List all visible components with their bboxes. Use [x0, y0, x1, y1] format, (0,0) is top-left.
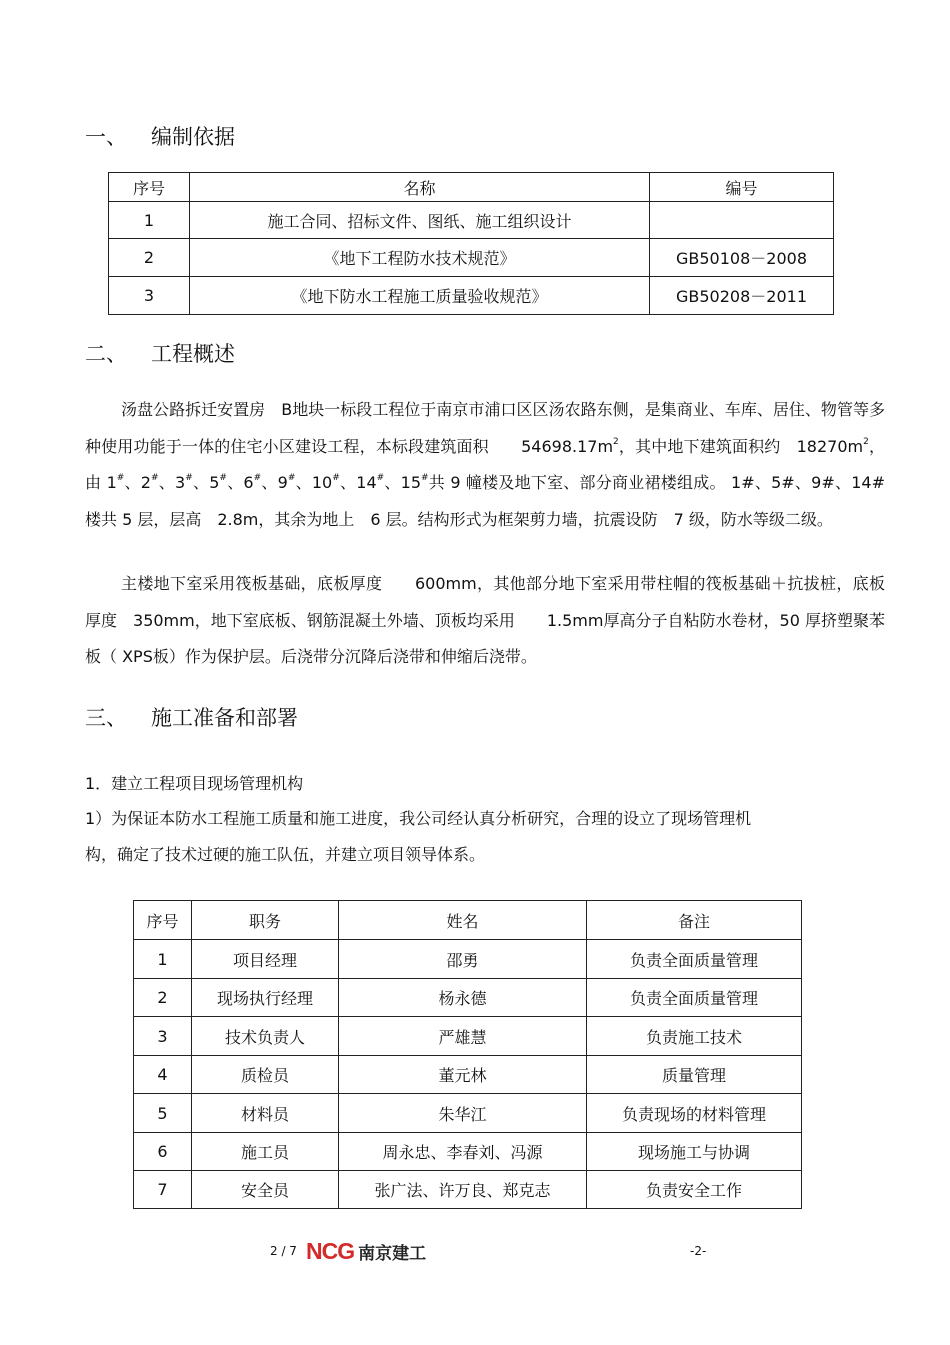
- section-number: 三、: [85, 706, 127, 730]
- company-logo: [306, 1238, 426, 1265]
- table-cell: 负责现场的材料管理: [587, 1094, 802, 1133]
- table-cell: 《地下工程防水技术规范》: [190, 239, 650, 277]
- table-cell: 《地下防水工程施工质量验收规范》: [190, 277, 650, 315]
- table-row: [134, 1171, 802, 1209]
- table-header: 序号: [134, 901, 192, 940]
- table-cell: 4: [134, 1056, 192, 1094]
- table-cell: 现场施工与协调: [587, 1133, 802, 1171]
- table-cell: 张广法、许万良、郑克志: [339, 1171, 587, 1209]
- table-cell: [650, 202, 834, 239]
- table-cell: 3: [134, 1017, 192, 1056]
- table-header: 编号: [650, 173, 834, 202]
- table-cell: 6: [134, 1133, 192, 1171]
- table-cell: 负责全面质量管理: [587, 979, 802, 1017]
- overview-paragraph-1: 汤盘公路拆迁安置房 B地块一标段工程位于南京市浦口区区汤农路东侧，是集商业、车库、居住、物管等多种使用功能于一体的住宅小区建设工程，本标段建筑面积 $54698.17m^2$，其中地下建筑面积约 $18270m^2$，由 1#、2#、3#、5#、6#、9#、10#、14#、15#共 9 幢楼及地下室、部分商业裙楼组成。 1#、5#、9#、14#楼共 5 层，层高 2.8m，其余为地上 6 层。结构形式为框架剪力墙，抗震设防 7 级，防水等级二级。: [85, 400, 885, 529]
- table-header: 序号: [109, 173, 190, 202]
- table-header: 职务: [192, 901, 339, 940]
- section-title: 编制依据: [151, 125, 235, 149]
- section-number: 二、: [85, 342, 127, 366]
- table-cell: 1: [109, 202, 190, 239]
- table-row: [134, 1017, 802, 1056]
- table-header: 姓名: [339, 901, 587, 940]
- table-cell: 3: [109, 277, 190, 315]
- table-cell: 董元林: [339, 1056, 587, 1094]
- body-text-line: 构，确定了技术过硬的施工队伍，并建立项目领导体系。: [85, 845, 486, 864]
- table-cell: 杨永德: [339, 979, 587, 1017]
- section-title: 施工准备和部署: [151, 706, 298, 730]
- table-cell: 材料员: [192, 1094, 339, 1133]
- page-indicator: 2 / 7: [270, 1244, 297, 1258]
- page-number: -2-: [690, 1244, 707, 1258]
- table-cell: 安全员: [192, 1171, 339, 1209]
- table-cell: 施工员: [192, 1133, 339, 1171]
- section-title: 工程概述: [151, 342, 235, 366]
- table-cell: 施工合同、招标文件、图纸、施工组织设计: [190, 202, 650, 239]
- body-text-line: 1）为保证本防水工程施工质量和施工进度，我公司经认真分析研究，合理的设立了现场管理机: [85, 809, 752, 828]
- table-cell: 7: [134, 1171, 192, 1209]
- table-cell: 2: [134, 979, 192, 1017]
- overview-paragraph-2: 主楼地下室采用筏板基础，底板厚度 600mm，其他部分地下室采用带柱帽的筏板基础＋抗拔桩，底板厚度 350mm，地下室底板、钢筋混凝土外墙、顶板均采用 1.5mm厚高分子自粘防水卷材，50 厚挤塑聚苯板（ XPS板）作为保护层。后浇带分沉降后浇带和伸缩后浇带。: [85, 574, 885, 666]
- table-cell: GB50208－2011: [650, 277, 834, 315]
- table-cell: 邵勇: [339, 940, 587, 979]
- table-row: [134, 1133, 802, 1171]
- management-table: [133, 900, 802, 1209]
- subsection-heading: 1．建立工程项目现场管理机构: [85, 774, 304, 793]
- table-row: [134, 1056, 802, 1094]
- table-cell: GB50108－2008: [650, 239, 834, 277]
- table-row: [134, 940, 802, 979]
- table-cell: 负责施工技术: [587, 1017, 802, 1056]
- table-row: [134, 1094, 802, 1133]
- table-cell: 现场执行经理: [192, 979, 339, 1017]
- basis-table: [108, 172, 834, 315]
- table-cell: 质检员: [192, 1056, 339, 1094]
- table-cell: 技术负责人: [192, 1017, 339, 1056]
- table-cell: 1: [134, 940, 192, 979]
- table-cell: 朱华江: [339, 1094, 587, 1133]
- table-cell: 负责安全工作: [587, 1171, 802, 1209]
- section-number: 一、: [85, 125, 127, 149]
- table-cell: 质量管理: [587, 1056, 802, 1094]
- table-cell: 负责全面质量管理: [587, 940, 802, 979]
- table-cell: 严雄慧: [339, 1017, 587, 1056]
- table-header: 备注: [587, 901, 802, 940]
- logo-en-text: NCG: [306, 1238, 355, 1264]
- table-row: [134, 979, 802, 1017]
- table-cell: 项目经理: [192, 940, 339, 979]
- table-cell: 周永忠、李春刘、冯源: [339, 1133, 587, 1171]
- logo-cn-text: 南京建工: [358, 1244, 427, 1264]
- table-header: 名称: [190, 173, 650, 202]
- table-cell: 5: [134, 1094, 192, 1133]
- table-cell: 2: [109, 239, 190, 277]
